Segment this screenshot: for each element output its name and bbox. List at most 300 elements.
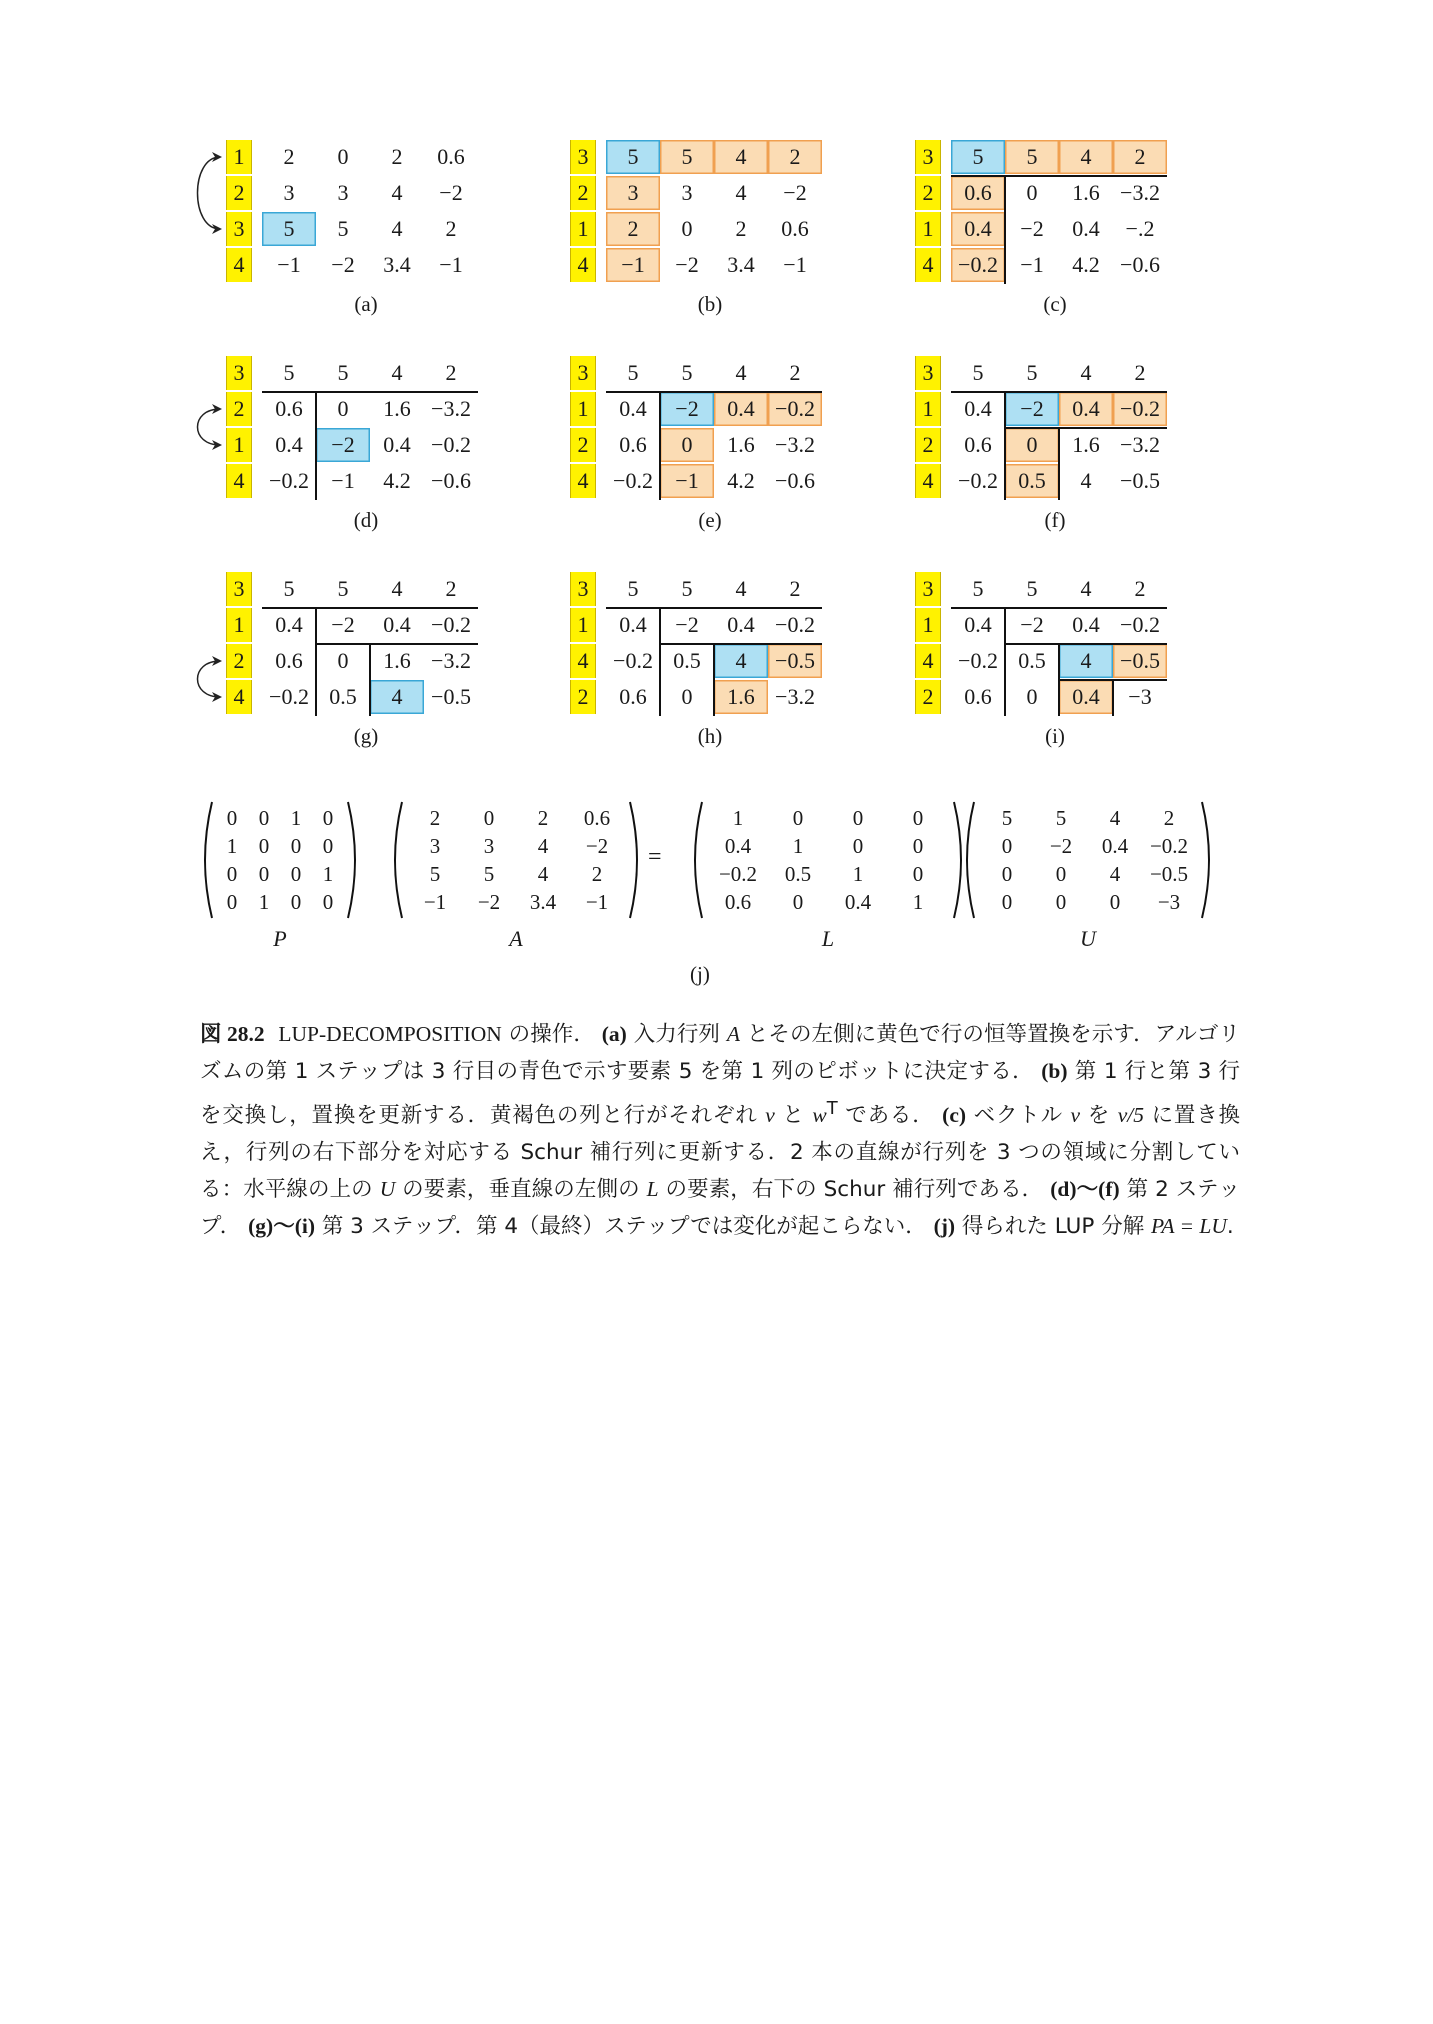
matrix-entry: 1: [226, 834, 238, 858]
matrix-cell: 0: [1005, 428, 1059, 462]
permutation-column: [570, 140, 596, 284]
matrix-entry: 0: [322, 890, 334, 914]
caption-text: .: [1226, 1214, 1234, 1240]
matrix-cell: 0.4: [383, 432, 411, 457]
l-boundary-line: [713, 643, 715, 716]
matrix-l: [690, 800, 966, 920]
left-paren-icon: [962, 800, 976, 920]
matrix-entry: 0: [258, 862, 270, 886]
row-swap-arrow-icon: [184, 572, 224, 716]
matrix-cell: −2: [1020, 612, 1044, 637]
matrix-entry: −2: [477, 890, 501, 914]
matrix-cell: −.2: [1125, 216, 1155, 241]
matrix-cell: 4: [391, 216, 403, 241]
left-paren-icon: [690, 800, 704, 920]
matrix-label-u: U: [1080, 926, 1096, 951]
matrix-entry: 0: [226, 806, 238, 830]
panel-h: [570, 572, 870, 762]
caption-text: 得られた LUP 分解: [955, 1214, 1152, 1240]
matrix-grid: [951, 356, 1169, 500]
permutation-column: [915, 356, 941, 500]
matrix-entry: 0: [322, 806, 334, 830]
permutation-column: [226, 140, 252, 284]
permutation-entry: 1: [570, 392, 596, 426]
matrix-entry: 0: [912, 806, 924, 830]
permutation-column: [570, 572, 596, 716]
matrix-entry: 0.5: [784, 862, 812, 886]
caption-text: 第 1 行と第 3 行を交換し，置換を更新する．黄褐色の列と行がそれぞれ: [200, 1059, 1240, 1129]
matrix-cell: −0.6: [1120, 252, 1160, 277]
permutation-entry: 2: [226, 392, 252, 426]
caption-text: を: [1080, 1103, 1118, 1129]
matrix-cell: 0.4: [383, 612, 411, 637]
matrix-label-l: L: [821, 926, 835, 951]
matrix-cell: 0: [681, 216, 693, 241]
matrix-cell: 0.5: [1018, 648, 1046, 673]
caption-math: L: [646, 1177, 659, 1202]
matrix-cell: 5: [262, 212, 316, 246]
permutation-entry: 3: [570, 572, 596, 606]
matrix-cell: 4: [391, 360, 403, 385]
matrix-cell: 0.4: [964, 396, 992, 421]
matrix-cell: 2: [1134, 576, 1146, 601]
row-swap-arrow-icon: [184, 140, 224, 284]
matrix-entry: 2: [429, 806, 441, 830]
matrix-cell: 0.6: [964, 684, 992, 709]
matrix-cell: −0.2: [958, 468, 998, 493]
caption-text: 入力行列: [626, 1022, 727, 1047]
matrix-cell: 0.5: [1005, 464, 1059, 498]
permutation-entry: 4: [226, 248, 252, 282]
matrix-entry: 1: [852, 862, 864, 886]
matrix-entry: 0: [1001, 862, 1013, 886]
matrix-grid: [951, 572, 1169, 716]
matrix-cell: 0.6: [964, 432, 992, 457]
permutation-entry: 4: [570, 644, 596, 678]
matrix-cell: 0.6: [619, 684, 647, 709]
permutation-entry: 2: [226, 644, 252, 678]
permutation-entry: 3: [226, 572, 252, 606]
panel-label: (h): [697, 724, 723, 748]
matrix-entry: 0: [1001, 834, 1013, 858]
caption-algorithm-name: LUP-DECOMPOSITION: [278, 1022, 502, 1046]
matrix-cell: 4: [1059, 644, 1113, 678]
matrix-cell: −1: [1020, 252, 1044, 277]
matrix-cell: 5: [1026, 576, 1038, 601]
matrix-cell: −0.5: [768, 644, 822, 678]
matrix-cell: −0.5: [1113, 644, 1167, 678]
matrix-cell: −2: [783, 180, 807, 205]
matrix-cell: 1.6: [383, 648, 411, 673]
permutation-entry: 4: [570, 464, 596, 498]
matrix-cell: −0.5: [431, 684, 471, 709]
panel-f: [915, 356, 1215, 546]
matrix-cell: 5: [1005, 140, 1059, 174]
matrix-entry: 4: [537, 862, 549, 886]
permutation-entry: 4: [570, 248, 596, 282]
panel-a: [226, 140, 526, 330]
matrix-cell: 2: [768, 140, 822, 174]
matrix-cell: 5: [606, 140, 660, 174]
permutation-entry: 3: [915, 356, 941, 390]
left-paren-icon: [390, 800, 404, 920]
matrix-cell: 5: [627, 360, 639, 385]
matrix-cell: −0.2: [269, 468, 309, 493]
matrix-entry: 0.4: [844, 890, 872, 914]
matrix-entry: 0.6: [724, 890, 752, 914]
matrix-cell: 3: [337, 180, 349, 205]
matrix-cell: 0.4: [727, 612, 755, 637]
matrix-cell: 1.6: [727, 432, 755, 457]
matrix-entry: 1: [792, 834, 804, 858]
l-boundary-line: [659, 391, 661, 500]
matrix-cell: 0.4: [714, 392, 768, 426]
matrix-u: [962, 800, 1214, 920]
matrix-cell: −0.6: [431, 468, 471, 493]
panel-c: [915, 140, 1215, 330]
matrix-cell: −2: [331, 252, 355, 277]
matrix-cell: −0.2: [775, 612, 815, 637]
panel-label: (c): [1043, 292, 1067, 316]
permutation-entry: 4: [915, 644, 941, 678]
matrix-grid: [262, 572, 480, 716]
matrix-cell: 5: [681, 360, 693, 385]
permutation-entry: 2: [570, 680, 596, 714]
matrix-cell: 0.4: [1072, 216, 1100, 241]
matrix-cell: 3.4: [383, 252, 411, 277]
permutation-column: [915, 140, 941, 284]
matrix-cell: 4: [735, 360, 747, 385]
matrix-cell: 1.6: [714, 680, 768, 714]
matrix-entry: 5: [1055, 806, 1067, 830]
caption-ref-b: (b): [1041, 1059, 1068, 1083]
permutation-entry: 4: [226, 464, 252, 498]
u-boundary-line: [660, 643, 822, 645]
row-swap-arrow-icon: [184, 356, 224, 500]
matrix-cell: −1: [606, 248, 660, 282]
caption-math: v/5: [1117, 1103, 1144, 1128]
matrix-entry: −0.2: [718, 862, 758, 886]
matrix-cell: 5: [627, 576, 639, 601]
caption-text: とその左側に黄色で行の恒等置換を示す．アルゴリズムの第 1 ステップは 3 行目の青色で示す要素 5 を第 1 列のピボットに決定する．: [200, 1022, 1240, 1084]
panel-label: (i): [1045, 724, 1065, 748]
matrix-cell: 0.5: [329, 684, 357, 709]
matrix-cell: 1.6: [1072, 432, 1100, 457]
matrix-cell: −2: [675, 252, 699, 277]
matrix-cell: −1: [660, 464, 714, 498]
caption-ref-gi: (g)〜(i): [248, 1214, 315, 1239]
u-boundary-line: [606, 607, 822, 609]
matrix-cell: 0.6: [619, 432, 647, 457]
panel-e: [570, 356, 870, 546]
matrix-cell: 2: [1113, 140, 1167, 174]
matrix-cell: −0.2: [951, 248, 1005, 282]
matrix-cell: −0.2: [431, 432, 471, 457]
matrix-cell: 0.6: [275, 648, 303, 673]
matrix-cell: 0.4: [619, 396, 647, 421]
matrix-cell: −3.2: [1120, 180, 1160, 205]
permutation-column: [226, 356, 252, 500]
matrix-cell: −2: [1020, 216, 1044, 241]
matrix-entry: 0: [1055, 890, 1067, 914]
l-boundary-line: [315, 391, 317, 500]
panel-label: (d): [353, 508, 379, 532]
caption-text: と: [774, 1103, 813, 1129]
caption-text: である．: [837, 1103, 935, 1129]
u-boundary-line: [1005, 643, 1167, 645]
permutation-entry: 1: [915, 392, 941, 426]
matrix-cell: 3: [681, 180, 693, 205]
matrix-cell: 0.4: [1059, 680, 1113, 714]
caption-ref-a: (a): [601, 1022, 627, 1046]
matrix-entry: 5: [483, 862, 495, 886]
caption-math: PA = LU: [1151, 1214, 1227, 1239]
matrix-entry: −2: [585, 834, 609, 858]
matrix-cell: 2: [445, 216, 457, 241]
permutation-entry: 1: [226, 428, 252, 462]
caption-text: 第 3 ステップ．第 4（最終）ステップでは変化が起こらない．: [315, 1214, 927, 1240]
permutation-entry: 4: [915, 464, 941, 498]
matrix-entry: 0: [852, 834, 864, 858]
caption-ref-c: (c): [942, 1103, 967, 1128]
matrix-cell: 4: [391, 576, 403, 601]
matrix-cell: 0.6: [275, 396, 303, 421]
u-boundary-line: [1005, 427, 1167, 429]
matrix-entry: 0: [290, 834, 302, 858]
matrix-p: [200, 800, 360, 920]
matrix-entry: 0.4: [724, 834, 752, 858]
matrix-cell: 2: [789, 360, 801, 385]
u-boundary-line: [316, 643, 478, 645]
matrix-cell: 2: [283, 144, 295, 169]
matrix-a: [390, 800, 642, 920]
u-boundary-line: [262, 391, 478, 393]
caption-math: A: [726, 1022, 740, 1046]
matrix-entry: 0: [1055, 862, 1067, 886]
matrix-grid: [262, 140, 480, 284]
matrix-entry: 0: [226, 862, 238, 886]
matrix-cell: 4.2: [1072, 252, 1100, 277]
caption-math-sup: T: [826, 1098, 838, 1119]
matrix-cell: −2: [331, 612, 355, 637]
matrix-cell: 0.6: [951, 176, 1005, 210]
matrix-entry: 3: [483, 834, 495, 858]
matrix-cell: 0.4: [1059, 392, 1113, 426]
matrix-cell: 1.6: [383, 396, 411, 421]
figure-caption: [200, 1016, 1240, 1245]
l-boundary-line: [659, 607, 661, 716]
matrix-cell: −3.2: [1120, 432, 1160, 457]
panel-label: (a): [354, 292, 378, 316]
matrix-entry: 0: [483, 806, 495, 830]
matrix-grid: [262, 356, 480, 500]
matrix-cell: 2: [1134, 360, 1146, 385]
matrix-cell: 0.4: [275, 612, 303, 637]
matrix-cell: 0.6: [781, 216, 809, 241]
matrix-cell: −2: [675, 612, 699, 637]
matrix-cell: 4: [391, 180, 403, 205]
caption-math: v: [765, 1103, 775, 1128]
panel-label: (g): [353, 724, 379, 748]
panel-g: [226, 572, 526, 762]
permutation-entry: 3: [915, 572, 941, 606]
matrix-entry: 0: [258, 806, 270, 830]
matrix-cell: 0: [660, 428, 714, 462]
caption-text: に置き換え，行列の右下部分を対応する Schur 補行列に更新する．2 本の直線が行列を 3 つの領域に分割している：水平線の上の: [200, 1103, 1241, 1203]
matrix-cell: −1: [331, 468, 355, 493]
matrix-cell: 4.2: [383, 468, 411, 493]
matrix-cell: −1: [783, 252, 807, 277]
matrix-cell: −2: [660, 392, 714, 426]
matrix-cell: −0.2: [431, 612, 471, 637]
panel-label: (b): [697, 292, 723, 316]
right-paren-icon: [1200, 800, 1214, 920]
l-boundary-line: [1004, 391, 1006, 500]
panel-d: [226, 356, 526, 546]
matrix-cell: 4: [1080, 360, 1092, 385]
matrix-cell: 5: [1026, 360, 1038, 385]
l-boundary-line: [1004, 175, 1006, 284]
matrix-cell: 0.5: [673, 648, 701, 673]
permutation-entry: 1: [226, 140, 252, 174]
matrix-cell: 4: [714, 140, 768, 174]
matrix-cell: 2: [789, 576, 801, 601]
l-boundary-line: [1004, 607, 1006, 716]
matrix-cell: 5: [283, 360, 295, 385]
matrix-cell: 5: [337, 216, 349, 241]
matrix-entry: 1: [290, 806, 302, 830]
matrix-cell: 4: [370, 680, 424, 714]
matrix-entry: 3.4: [529, 890, 557, 914]
permutation-column: [570, 356, 596, 500]
matrix-entry: 5: [1001, 806, 1013, 830]
permutation-entry: 2: [226, 176, 252, 210]
matrix-cell: 0: [1026, 684, 1038, 709]
caption-text: の要素，垂直線の左側の: [395, 1177, 647, 1203]
u-boundary-line: [951, 391, 1167, 393]
matrix-entry: 3: [429, 834, 441, 858]
caption-math: U: [379, 1177, 396, 1202]
right-paren-icon: [628, 800, 642, 920]
matrix-entry: 2: [1163, 806, 1175, 830]
matrix-cell: 0.4: [275, 432, 303, 457]
matrix-cell: 3: [283, 180, 295, 205]
permutation-entry: 2: [915, 176, 941, 210]
panel-label: (f): [1044, 508, 1066, 532]
matrix-cell: 5: [951, 140, 1005, 174]
permutation-entry: 3: [226, 212, 252, 246]
matrix-cell: 0: [337, 396, 349, 421]
matrix-label-a: A: [509, 926, 523, 951]
matrix-cell: 2: [391, 144, 403, 169]
caption-ref-j: (j): [933, 1214, 956, 1239]
matrix-entry: −0.5: [1149, 862, 1189, 886]
matrix-cell: −0.2: [1113, 392, 1167, 426]
matrix-cell: −0.2: [613, 648, 653, 673]
matrix-cell: −0.2: [613, 468, 653, 493]
permutation-entry: 1: [570, 608, 596, 642]
matrix-cell: −1: [277, 252, 301, 277]
matrix-cell: 4.2: [727, 468, 755, 493]
matrix-cell: −2: [439, 180, 463, 205]
matrix-entry: 0.6: [583, 806, 611, 830]
l-boundary-line: [1058, 427, 1060, 500]
matrix-entry: 0: [852, 806, 864, 830]
right-paren-icon: [346, 800, 360, 920]
matrix-cell: 0: [337, 144, 349, 169]
matrix-cell: −3: [1128, 684, 1152, 709]
matrix-cell: 0.4: [951, 212, 1005, 246]
u-boundary-line: [606, 391, 822, 393]
permutation-entry: 1: [915, 608, 941, 642]
matrix-entry: 0: [912, 834, 924, 858]
u-boundary-line: [262, 607, 478, 609]
matrix-grid: [606, 356, 824, 500]
matrix-cell: 0: [1026, 180, 1038, 205]
matrix-cell: 2: [445, 576, 457, 601]
l-boundary-line: [369, 643, 371, 716]
matrix-entry: −0.2: [1149, 834, 1189, 858]
matrix-grid: [606, 140, 824, 284]
panel-i: [915, 572, 1215, 762]
permutation-entry: 1: [915, 212, 941, 246]
matrix-entry: −1: [585, 890, 609, 914]
panel-label-j: (j): [690, 962, 710, 986]
matrix-cell: −0.2: [958, 648, 998, 673]
permutation-column: [226, 572, 252, 716]
matrix-grid: [951, 140, 1169, 284]
permutation-entry: 2: [915, 428, 941, 462]
matrix-cell: 4: [1080, 576, 1092, 601]
matrix-entry: 0: [792, 806, 804, 830]
permutation-entry: 3: [226, 356, 252, 390]
matrix-entry: 1: [912, 890, 924, 914]
caption-text: 第 2 ステップ．: [200, 1177, 1240, 1240]
matrix-grid: [606, 572, 824, 716]
matrix-entry: 0: [792, 890, 804, 914]
matrix-cell: 4: [1080, 468, 1092, 493]
matrix-cell: −2: [1005, 392, 1059, 426]
caption-math: v: [1070, 1103, 1081, 1128]
matrix-cell: 0: [337, 648, 349, 673]
matrix-entry: −3: [1157, 890, 1181, 914]
matrix-entry: 2: [537, 806, 549, 830]
matrix-cell: 2: [606, 212, 660, 246]
matrix-entry: 0: [290, 862, 302, 886]
matrix-cell: −1: [439, 252, 463, 277]
matrix-entry: 1: [258, 890, 270, 914]
permutation-entry: 4: [915, 248, 941, 282]
panel-b: [570, 140, 870, 330]
permutation-entry: 3: [570, 140, 596, 174]
matrix-cell: 0.6: [437, 144, 465, 169]
matrix-entry: 1: [322, 862, 334, 886]
matrix-entry: 0: [1109, 890, 1121, 914]
matrix-cell: 1.6: [1072, 180, 1100, 205]
matrix-label-p: P: [273, 926, 287, 951]
matrix-entry: 0: [226, 890, 238, 914]
u-boundary-line: [951, 607, 1167, 609]
matrix-cell: −0.5: [1120, 468, 1160, 493]
matrix-cell: 4: [735, 576, 747, 601]
equals-sign: =: [648, 844, 662, 870]
matrix-entry: −1: [423, 890, 447, 914]
permutation-entry: 3: [915, 140, 941, 174]
matrix-cell: 5: [972, 576, 984, 601]
matrix-entry: 2: [591, 862, 603, 886]
matrix-entry: 0: [322, 834, 334, 858]
matrix-cell: −3.2: [775, 684, 815, 709]
